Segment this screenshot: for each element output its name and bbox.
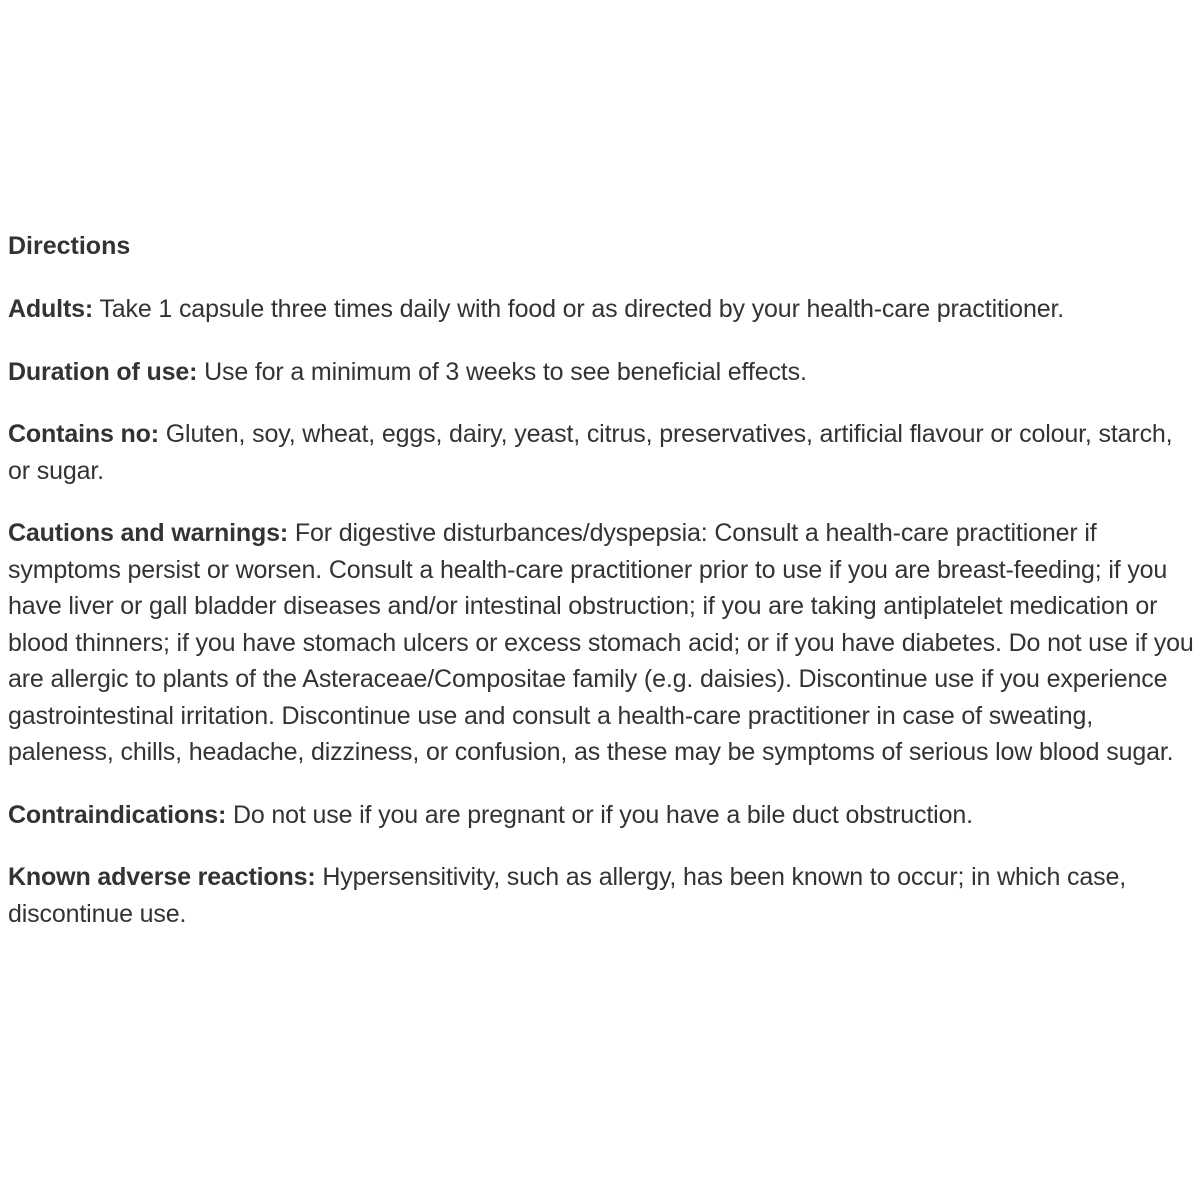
section-duration-of-use: [8, 354, 1196, 391]
section-label: Known adverse reactions:: [8, 863, 316, 891]
section-text: Use for a minimum of 3 weeks to see beneficial effects.: [204, 357, 807, 386]
section-label: Adults:: [8, 295, 94, 323]
section-cautions-and-warnings: [8, 515, 1196, 771]
section-known-adverse-reactions: [8, 859, 1196, 932]
section-label: Contraindications:: [8, 800, 227, 829]
directions-document: [8, 228, 1196, 958]
section-label: Contains no:: [8, 420, 159, 448]
directions-heading: Directions: [8, 232, 131, 260]
section-adults: [8, 291, 1196, 328]
section-text: Take 1 capsule three times daily with food or as directed by your health-care practitioner.: [99, 295, 1065, 323]
section-text: For digestive disturbances/dyspepsia: Consult a health-care practitioner if symptoms persist or worsen. Consult a health-care practitioner prior to use if you are breast-feeding; if you have liver or gall bladder diseases and/or intestinal obstruction; if you are taking antiplatelet medication or blood thinners; if you have stomach ulcers or excess stomach acid; or if you have diabetes. Do not use if you are allergic to plants of the Asteraceae/Compositae family (e.g. daisies). Discontinue use if you experience gastrointestinal irritation. Discontinue use and consult a health-care practitioner in case of sweating, paleness, chills, headache, dizziness, or confusion, as these may be symptoms of serious low blood sugar.: [8, 519, 1194, 766]
section-text: Do not use if you are pregnant or if you have a bile duct obstruction.: [232, 800, 973, 829]
section-contraindications: [8, 797, 1196, 834]
section-contains-no: [8, 416, 1196, 489]
section-label: Cautions and warnings:: [8, 519, 289, 547]
section-text: Gluten, soy, wheat, eggs, dairy, yeast, citrus, preservatives, artificial flavour or colour, starch, or sugar.: [8, 420, 1173, 485]
section-label: Duration of use:: [8, 357, 198, 386]
section-text: Hypersensitivity, such as allergy, has been known to occur; in which case, discontinue use.: [8, 863, 1127, 928]
